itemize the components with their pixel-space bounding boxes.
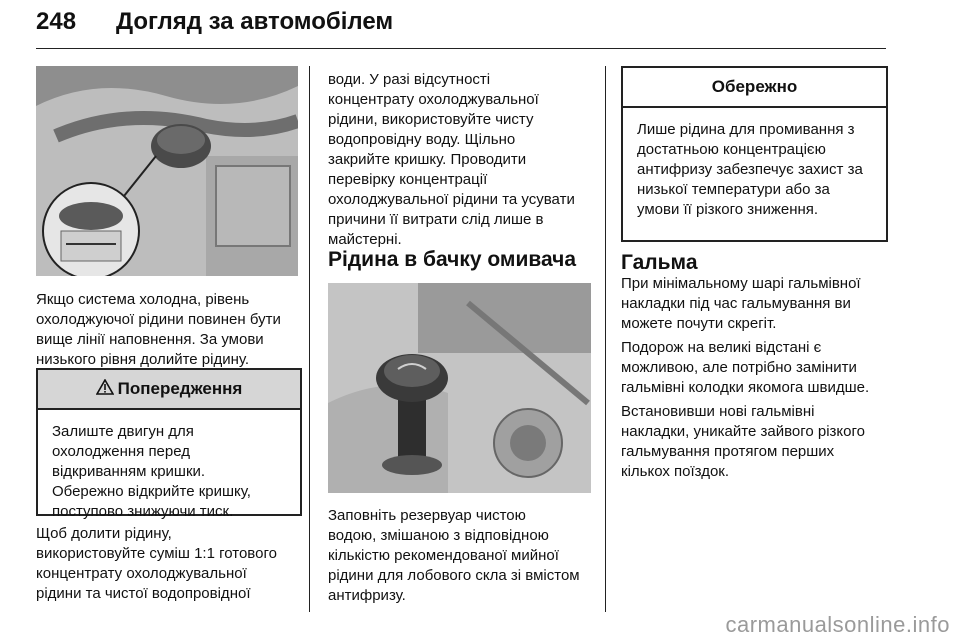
chapter-title: Догляд за автомобілем: [116, 8, 394, 35]
column-divider-2: [605, 66, 606, 612]
caution-box: [621, 66, 888, 242]
warning-box-header: [38, 370, 300, 410]
caution-body: Лише рідина для промивання з достатньою концентрацією антифризу забезпечує захист за низької температури або за умови її різкого зниження.: [637, 121, 863, 218]
brakes-para-1: При мінімальному шарі гальмівної накладки під час гальмування ви можете почути скрегіт.: [621, 275, 861, 332]
washer-reservoir-illustration: [328, 283, 591, 493]
washer-reservoir-photo: [328, 283, 591, 493]
warning-triangle-icon: [96, 379, 114, 400]
washer-fill-text: Заповніть резервуар чистою водою, змішаною з відповідною кількістю рекомендованої мийної рідини для лобового скла зі вмістом антифризу.: [328, 507, 580, 604]
caution-box-header: [623, 68, 886, 108]
coolant-level-text: Якщо система холодна, рівень охолоджуючої рідини повинен бути вище лінії наповнення. За умови низького рівня долийте рідину.: [36, 291, 281, 368]
watermark: carmanualsonline.info: [725, 612, 950, 637]
coolant-continued-text: води. У разі відсутності концентрату охолоджувальної рідини, використовуйте чисту водопровідну воду. Щільно закрийте кришку. Проводити перевірку концентрації охолоджувальної рідини та усувати причини її витрати слід лише в майстерні.: [328, 71, 575, 248]
brakes-heading: Гальма: [621, 251, 698, 274]
column-divider-1: [309, 66, 310, 612]
refill-instructions-text: Щоб долити рідину, використовуйте суміш 1:1 готового концентрату охолоджувальної рідини та чистої водопровідної: [36, 525, 277, 602]
warning-box: [36, 368, 302, 520]
page-number: 248: [36, 8, 77, 35]
washer-fluid-heading: Рідина в бачку омивача: [328, 248, 577, 271]
coolant-reservoir-photo: [36, 66, 298, 276]
page-header: [36, 2, 886, 38]
caution-title: Обережно: [711, 77, 798, 96]
brakes-para-3: Встановивши нові гальмівні накладки, уникайте зайвого різкого гальмування протягом перших кількох поїздок.: [621, 403, 865, 480]
coolant-reservoir-illustration: [36, 66, 298, 276]
brakes-para-2: Подорож на великі відстані є можливою, але потрібно замінити гальмівні колодки якомога швидше.: [621, 339, 870, 396]
header-rule: [36, 48, 886, 49]
warning-title: Попередження: [117, 379, 243, 398]
warning-body: Залиште двигун для охолодження перед відкриванням кришки. Обережно відкрийте кришку, поступово знижуючи тиск.: [52, 423, 251, 520]
